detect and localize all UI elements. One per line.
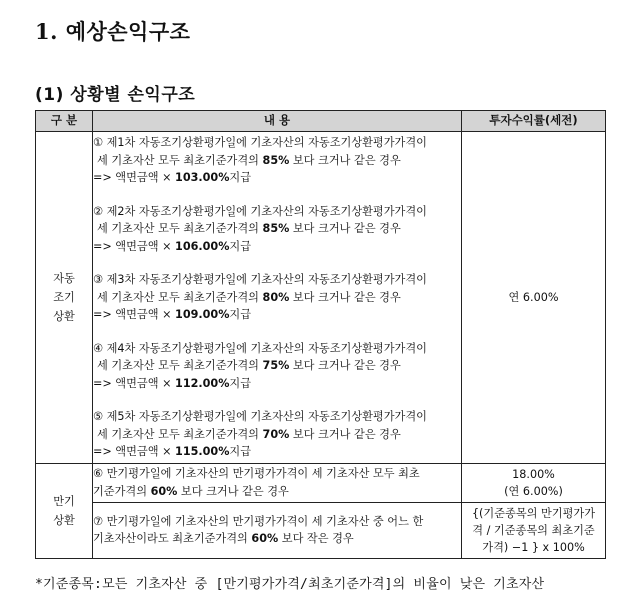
threshold-text: 세 기초자산 모두 최초기준가격의 bbox=[97, 290, 263, 304]
case-payout bbox=[93, 238, 461, 256]
header-content: 내 용 bbox=[93, 111, 462, 132]
threshold-text: 기준가격의 bbox=[93, 484, 151, 498]
threshold-text: 세 기초자산 모두 최초기준가격의 bbox=[97, 222, 263, 235]
case-condition: ② 제2차 자동조기상환평가일에 기초자산의 자동조기상환평가가격이 bbox=[93, 204, 427, 218]
payout-text: => 액면금액 × bbox=[93, 445, 176, 458]
case-threshold bbox=[93, 426, 461, 444]
header-category: 구 분 bbox=[36, 111, 93, 132]
payout-text: 지급 bbox=[229, 239, 252, 253]
threshold-value: 60% bbox=[251, 532, 279, 545]
category-line: 만기 bbox=[53, 494, 75, 508]
threshold-value: 80% bbox=[262, 290, 290, 304]
case-7-content bbox=[93, 502, 462, 558]
category-maturity bbox=[36, 463, 93, 558]
case-condition: ① 제1차 자동조기상환평가일에 기초자산의 자동조기상환평가가격이 bbox=[93, 136, 427, 149]
case-6-yield bbox=[462, 463, 606, 502]
yield-line: (연 6.00%) bbox=[504, 484, 563, 498]
payout-text: 지급 bbox=[229, 171, 252, 184]
threshold-value: 85% bbox=[262, 153, 290, 167]
payout-text: => 액면금액 × bbox=[93, 376, 176, 390]
case-threshold bbox=[93, 530, 461, 548]
case-threshold bbox=[93, 483, 461, 501]
case-condition: ⑦ 만기평가일에 기초자산의 만기평가가격이 세 기초자산 중 어느 한 bbox=[93, 514, 424, 528]
table-header-row bbox=[36, 111, 606, 132]
case-payout bbox=[93, 306, 461, 324]
payout-text: => 액면금액 × bbox=[93, 239, 176, 253]
payout-text: 지급 bbox=[229, 445, 252, 458]
case-threshold bbox=[93, 220, 461, 238]
case-4 bbox=[93, 340, 461, 393]
payout-value: 115.00% bbox=[175, 445, 230, 458]
threshold-text: 보다 크거나 같은 경우 bbox=[289, 222, 401, 235]
section-subtitle: (1) 상황별 손익구조 bbox=[35, 85, 196, 105]
case-payout bbox=[93, 443, 461, 461]
yield-formula-line: 가격) −1 } x 100% bbox=[482, 540, 585, 554]
maturity-row-7 bbox=[36, 502, 606, 558]
auto-redemption-yield: 연 6.00% bbox=[462, 132, 606, 464]
payout-value: 106.00% bbox=[175, 239, 230, 253]
threshold-value: 75% bbox=[262, 359, 290, 372]
category-line: 조기 bbox=[53, 290, 75, 304]
case-threshold bbox=[93, 289, 461, 307]
case-6-content bbox=[93, 463, 462, 502]
case-threshold bbox=[93, 152, 461, 170]
section-title: 1. 예상손익구조 bbox=[35, 19, 191, 44]
case-1 bbox=[93, 134, 461, 187]
yield-formula-line: {(기준종목의 만기평가가 bbox=[471, 506, 596, 520]
payout-text: => 액면금액 × bbox=[93, 171, 176, 184]
case-condition: ③ 제3차 자동조기상환평가일에 기초자산의 자동조기상환평가가격이 bbox=[93, 273, 427, 286]
maturity-row-6 bbox=[36, 463, 606, 502]
threshold-text: 보다 크거나 같은 경우 bbox=[289, 153, 401, 167]
threshold-value: 85% bbox=[262, 222, 290, 235]
category-line: 상환 bbox=[53, 309, 75, 323]
case-7-yield bbox=[462, 502, 606, 558]
auto-redemption-content bbox=[93, 132, 462, 464]
payout-text: 지급 bbox=[229, 308, 252, 321]
threshold-text: 보다 크거나 같은 경우 bbox=[289, 359, 401, 372]
case-payout bbox=[93, 375, 461, 393]
case-condition: ④ 제4차 자동조기상환평가일에 기초자산의 자동조기상환평가가격이 bbox=[93, 341, 427, 355]
case-3 bbox=[93, 271, 461, 324]
profit-loss-table bbox=[35, 110, 606, 559]
yield-formula-line: 격 / 기준종목의 최초기준 bbox=[472, 523, 595, 537]
threshold-text: 세 기초자산 모두 최초기준가격의 bbox=[97, 359, 263, 372]
threshold-text: 보다 작은 경우 bbox=[278, 532, 354, 545]
case-payout bbox=[93, 169, 461, 187]
category-line: 자동 bbox=[53, 271, 75, 285]
payout-text: 지급 bbox=[229, 376, 252, 390]
yield-line: 18.00% bbox=[512, 467, 555, 481]
header-yield: 투자수익률(세전) bbox=[462, 111, 606, 132]
threshold-text: 세 기초자산 모두 최초기준가격의 bbox=[97, 153, 263, 167]
footnote: *기준종목:모든 기초자산 중 [만기평가가격/최초기준가격]의 비율이 낮은 기초자산 bbox=[35, 577, 545, 592]
payout-value: 112.00% bbox=[175, 376, 230, 390]
payout-value: 103.00% bbox=[175, 171, 230, 184]
threshold-text: 보다 크거나 같은 경우 bbox=[289, 427, 401, 441]
category-line: 상환 bbox=[53, 513, 75, 527]
threshold-text: 보다 크거나 같은 경우 bbox=[289, 290, 401, 304]
auto-redemption-row bbox=[36, 132, 606, 464]
case-threshold bbox=[93, 357, 461, 375]
case-5 bbox=[93, 408, 461, 461]
threshold-text: 세 기초자산 모두 최초기준가격의 bbox=[97, 427, 263, 441]
threshold-value: 70% bbox=[262, 427, 290, 441]
case-2 bbox=[93, 203, 461, 256]
category-auto-redemption bbox=[36, 132, 93, 464]
case-condition: ⑤ 제5차 자동조기상환평가일에 기초자산의 자동조기상환평가가격이 bbox=[93, 410, 427, 423]
threshold-value: 60% bbox=[150, 484, 178, 498]
threshold-text: 기초자산이라도 최초기준가격의 bbox=[93, 532, 252, 545]
payout-text: => 액면금액 × bbox=[93, 308, 176, 321]
threshold-text: 보다 크거나 같은 경우 bbox=[177, 484, 289, 498]
payout-value: 109.00% bbox=[175, 308, 230, 321]
case-condition: ⑥ 만기평가일에 기초자산의 만기평가가격이 세 기초자산 모두 최초 bbox=[93, 467, 420, 480]
